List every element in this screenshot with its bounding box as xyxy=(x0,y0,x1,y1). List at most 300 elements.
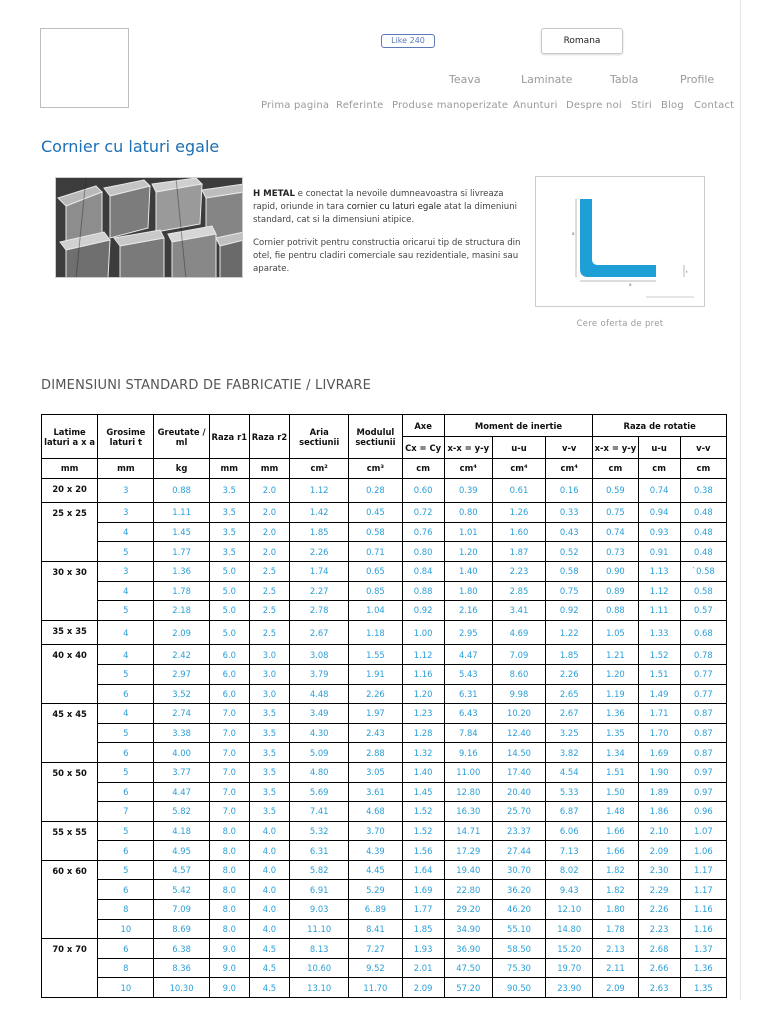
table-cell: 0.88 xyxy=(402,581,444,601)
table-cell: 2.26 xyxy=(290,542,349,562)
table-cell: 8.60 xyxy=(492,664,545,684)
table-cell: 3.5 xyxy=(249,704,289,724)
language-selector[interactable]: Romana xyxy=(541,28,623,54)
table-cell: 9.0 xyxy=(209,958,249,978)
svg-text:t: t xyxy=(686,270,688,274)
table-cell: 4.47 xyxy=(154,782,209,802)
table-cell: 8.69 xyxy=(154,919,209,939)
table-cell: 1.69 xyxy=(638,743,680,763)
logo[interactable] xyxy=(40,28,129,108)
table-cell: 29.20 xyxy=(444,900,492,920)
unit-cell: mm xyxy=(209,459,249,479)
table-cell: 17.29 xyxy=(444,841,492,861)
table-cell: 3.5 xyxy=(249,743,289,763)
table-cell: 1.90 xyxy=(638,762,680,782)
table-cell: 9.52 xyxy=(349,958,402,978)
table-cell: 3.77 xyxy=(154,762,209,782)
table-cell: 12.10 xyxy=(546,900,593,920)
table-cell: 6.06 xyxy=(546,821,593,841)
table-cell: 1.52 xyxy=(402,821,444,841)
table-cell: 7.0 xyxy=(209,723,249,743)
table-cell: 4.57 xyxy=(154,860,209,880)
table-cell: 1.69 xyxy=(402,880,444,900)
table-cell: 2.66 xyxy=(638,958,680,978)
table-cell: 3.61 xyxy=(349,782,402,802)
table-cell: 0.52 xyxy=(546,542,593,562)
table-cell: 4.68 xyxy=(349,802,402,822)
table-cell: 3.0 xyxy=(249,684,289,704)
table-cell: 3.5 xyxy=(209,478,249,503)
nav-item-despre-noi[interactable]: Despre noi xyxy=(566,100,622,111)
table-cell: 0.88 xyxy=(593,601,638,621)
table-row xyxy=(42,762,727,782)
table-cell: 1.74 xyxy=(290,561,349,581)
table-cell: 2.30 xyxy=(638,860,680,880)
table-cell: 2.0 xyxy=(249,503,289,523)
table-cell: 4.54 xyxy=(546,762,593,782)
table-row xyxy=(42,620,727,645)
table-cell: 0.58 xyxy=(349,522,402,542)
table-cell: 14.50 xyxy=(492,743,545,763)
table-cell: 75.30 xyxy=(492,958,545,978)
table-cell: 5.42 xyxy=(154,880,209,900)
table-cell: 0.48 xyxy=(680,503,726,523)
table-cell: 1.80 xyxy=(593,900,638,920)
unit-cell: mm xyxy=(42,459,98,479)
table-cell: 1.12 xyxy=(290,478,349,503)
table-cell: 4.0 xyxy=(249,821,289,841)
nav-item-produse-manoperizate[interactable]: Produse manoperizate xyxy=(392,100,509,111)
table-cell: 8.0 xyxy=(209,919,249,939)
table-cell: 0.68 xyxy=(680,620,726,645)
table-cell: 1.49 xyxy=(638,684,680,704)
unit-cell: cm³ xyxy=(349,459,402,479)
table-cell: 4.0 xyxy=(249,900,289,920)
table-cell: 6.0 xyxy=(209,684,249,704)
table-cell: 0.38 xyxy=(680,478,726,503)
table-cell: 6.31 xyxy=(444,684,492,704)
nav-item-contact[interactable]: Contact xyxy=(694,100,735,111)
table-cell: 6.38 xyxy=(154,939,209,959)
table-cell: 47.50 xyxy=(444,958,492,978)
table-cell: 5.82 xyxy=(290,860,349,880)
table-cell: 0.93 xyxy=(638,522,680,542)
table-cell: 1.55 xyxy=(349,645,402,665)
table-cell: 0.74 xyxy=(638,478,680,503)
col-header-axe: Axe xyxy=(402,415,444,437)
table-cell: 0.58 xyxy=(680,581,726,601)
unit-cell: mm xyxy=(98,459,154,479)
table-cell: 5.29 xyxy=(349,880,402,900)
table-row xyxy=(42,939,727,959)
table-cell: 0.87 xyxy=(680,723,726,743)
table-cell: 23.90 xyxy=(546,978,593,998)
intro-text xyxy=(253,188,523,286)
table-cell: 5 xyxy=(98,601,154,621)
table-cell: 57.20 xyxy=(444,978,492,998)
table-cell: 8.0 xyxy=(209,821,249,841)
size-cell: 70 x 70 xyxy=(42,939,98,998)
table-cell: 1.60 xyxy=(492,522,545,542)
table-cell: 1.40 xyxy=(444,561,492,581)
table-cell: 2.42 xyxy=(154,645,209,665)
col-header-raza-r1: Raza r1 xyxy=(209,415,249,459)
table-cell: 1.04 xyxy=(349,601,402,621)
table-cell: 7.0 xyxy=(209,704,249,724)
table-cell: 8 xyxy=(98,900,154,920)
table-cell: 11.70 xyxy=(349,978,402,998)
units-row xyxy=(42,459,727,479)
table-cell: 1.05 xyxy=(593,620,638,645)
table-cell: 1.42 xyxy=(290,503,349,523)
table-cell: 0.39 xyxy=(444,478,492,503)
size-cell: 40 x 40 xyxy=(42,645,98,704)
table-cell: 3.08 xyxy=(290,645,349,665)
brand-name: H METAL xyxy=(253,189,295,199)
table-cell: 3.5 xyxy=(209,522,249,542)
table-cell: 12.40 xyxy=(492,723,545,743)
specifications-table xyxy=(41,414,727,998)
size-cell: 35 x 35 xyxy=(42,620,98,645)
table-cell: 4.69 xyxy=(492,620,545,645)
table-cell: 4 xyxy=(98,704,154,724)
table-cell: 1.32 xyxy=(402,743,444,763)
table-cell: 6.87 xyxy=(546,802,593,822)
col-header-latime: Latime laturi a x a xyxy=(42,415,98,459)
table-cell: 1.78 xyxy=(593,919,638,939)
table-row xyxy=(42,704,727,724)
table-cell: 2.85 xyxy=(492,581,545,601)
table-cell: 2.09 xyxy=(638,841,680,861)
table-cell: 46.20 xyxy=(492,900,545,920)
table-cell: 0.80 xyxy=(402,542,444,562)
table-row xyxy=(42,860,727,880)
table-cell: 1.48 xyxy=(593,802,638,822)
table-cell: 1.33 xyxy=(638,620,680,645)
table-cell: 1.18 xyxy=(349,620,402,645)
table-cell: 8.0 xyxy=(209,860,249,880)
table-row xyxy=(42,978,727,998)
page-title: Cornier cu laturi egale xyxy=(41,137,220,156)
table-cell: 1.87 xyxy=(492,542,545,562)
table-cell: 1.12 xyxy=(402,645,444,665)
table-cell: 0.16 xyxy=(546,478,593,503)
table-cell: 0.59 xyxy=(593,478,638,503)
nav-item-blog[interactable]: Blog xyxy=(661,100,684,111)
table-cell: 4.45 xyxy=(349,860,402,880)
main-navigation xyxy=(0,73,768,87)
table-cell: 1.70 xyxy=(638,723,680,743)
unit-cell: kg xyxy=(154,459,209,479)
table-cell: 1.35 xyxy=(593,723,638,743)
table-row xyxy=(42,503,727,523)
table-cell: 2.11 xyxy=(593,958,638,978)
table-cell: 2.0 xyxy=(249,478,289,503)
table-cell: 1.71 xyxy=(638,704,680,724)
table-cell: 5.33 xyxy=(546,782,593,802)
table-cell: 0.87 xyxy=(680,743,726,763)
table-cell: 1.36 xyxy=(154,561,209,581)
table-cell: 7.0 xyxy=(209,743,249,763)
table-cell: 5 xyxy=(98,542,154,562)
table-cell: 3 xyxy=(98,561,154,581)
table-row xyxy=(42,645,727,665)
table-row xyxy=(42,743,727,763)
table-cell: 4.00 xyxy=(154,743,209,763)
svg-text:a: a xyxy=(629,282,632,287)
table-row xyxy=(42,880,727,900)
table-row xyxy=(42,542,727,562)
table-cell: 3.5 xyxy=(249,802,289,822)
col-header-modulul: Modulul sectiunii xyxy=(349,415,402,459)
nav-item-tabla[interactable]: Tabla xyxy=(610,73,639,86)
table-cell: 23.37 xyxy=(492,821,545,841)
table-cell: 0.45 xyxy=(349,503,402,523)
table-cell: 3.70 xyxy=(349,821,402,841)
size-cell: 30 x 30 xyxy=(42,561,98,620)
table-cell: 1.17 xyxy=(680,880,726,900)
nav-item-referinte[interactable]: Referinte xyxy=(336,100,384,111)
table-cell: 2.5 xyxy=(249,581,289,601)
table-row xyxy=(42,802,727,822)
table-cell: 0.58 xyxy=(546,561,593,581)
table-cell: 16.30 xyxy=(444,802,492,822)
table-cell: 3.5 xyxy=(249,723,289,743)
table-cell: 0.75 xyxy=(546,581,593,601)
nav-item-teava[interactable]: Teava xyxy=(449,73,481,86)
table-cell: 1.13 xyxy=(638,561,680,581)
table-cell: 4.0 xyxy=(249,860,289,880)
table-cell: 0.92 xyxy=(402,601,444,621)
table-cell: 1.82 xyxy=(593,860,638,880)
table-cell: 1.16 xyxy=(680,919,726,939)
table-cell: 1.77 xyxy=(402,900,444,920)
section-title: DIMENSIUNI STANDARD DE FABRICATIE / LIVRARE xyxy=(41,378,372,393)
table-cell: 4.80 xyxy=(290,762,349,782)
nav-item-anunturi[interactable]: Anunturi xyxy=(513,100,558,111)
table-cell: 14.71 xyxy=(444,821,492,841)
col-header-greutate: Greutate / ml xyxy=(154,415,209,459)
table-cell: 1.28 xyxy=(402,723,444,743)
table-cell: 2.97 xyxy=(154,664,209,684)
table-cell: 3.0 xyxy=(249,645,289,665)
table-cell: 3.82 xyxy=(546,743,593,763)
table-cell: 3.52 xyxy=(154,684,209,704)
table-cell: 2.13 xyxy=(593,939,638,959)
table-cell: 5.0 xyxy=(209,561,249,581)
table-cell: `0.58 xyxy=(680,561,726,581)
unit-cell: cm xyxy=(638,459,680,479)
table-cell: 1.80 xyxy=(444,581,492,601)
table-cell: 6 xyxy=(98,782,154,802)
table-cell: 1.34 xyxy=(593,743,638,763)
table-cell: 14.80 xyxy=(546,919,593,939)
table-cell: 6 xyxy=(98,880,154,900)
table-cell: 25.70 xyxy=(492,802,545,822)
table-cell: 0.84 xyxy=(402,561,444,581)
table-cell: 3.5 xyxy=(249,762,289,782)
table-cell: 20.40 xyxy=(492,782,545,802)
table-cell: 0.57 xyxy=(680,601,726,621)
table-cell: 3.05 xyxy=(349,762,402,782)
table-cell: 2.23 xyxy=(638,919,680,939)
table-row xyxy=(42,958,727,978)
table-cell: 3.5 xyxy=(209,503,249,523)
table-row xyxy=(42,478,727,503)
intro-paragraph-2: Cornier potrivit pentru constructia oricarui tip de structura din otel, fie pentru cladiri comerciale sau rezidentiale, masini sau aparate. xyxy=(253,238,521,274)
table-cell: 2.23 xyxy=(492,561,545,581)
table-cell: 2.5 xyxy=(249,561,289,581)
table-cell: 1.56 xyxy=(402,841,444,861)
table-cell: 19.40 xyxy=(444,860,492,880)
table-cell: 2.63 xyxy=(638,978,680,998)
table-cell: 1.50 xyxy=(593,782,638,802)
table-cell: 1.16 xyxy=(680,900,726,920)
table-cell: 4.5 xyxy=(249,958,289,978)
nav-item-stiri[interactable]: Stiri xyxy=(631,100,652,111)
table-cell: 1.51 xyxy=(638,664,680,684)
unit-cell: cm⁴ xyxy=(444,459,492,479)
table-cell: 7.84 xyxy=(444,723,492,743)
table-cell: 1.00 xyxy=(402,620,444,645)
table-cell: 36.90 xyxy=(444,939,492,959)
table-cell: 4.0 xyxy=(249,880,289,900)
table-cell: 2.27 xyxy=(290,581,349,601)
table-cell: 2.74 xyxy=(154,704,209,724)
table-cell: 4.39 xyxy=(349,841,402,861)
table-cell: 0.87 xyxy=(680,704,726,724)
intro-text-part: e conectat la nevoile dumneavoastra si livreaza rapid, oriunde in tara xyxy=(253,189,504,212)
table-cell: 1.40 xyxy=(402,762,444,782)
table-cell: 0.89 xyxy=(593,581,638,601)
table-cell: 5.09 xyxy=(290,743,349,763)
table-cell: 3.25 xyxy=(546,723,593,743)
table-cell: 1.21 xyxy=(593,645,638,665)
table-cell: 34.90 xyxy=(444,919,492,939)
table-cell: 1.45 xyxy=(402,782,444,802)
table-cell: 7.13 xyxy=(546,841,593,861)
col-header-moment-uu: u-u xyxy=(492,437,545,459)
table-cell: 0.74 xyxy=(593,522,638,542)
table-cell: 2.67 xyxy=(546,704,593,724)
table-cell: 27.44 xyxy=(492,841,545,861)
table-cell: 1.91 xyxy=(349,664,402,684)
table-cell: 2.95 xyxy=(444,620,492,645)
table-row xyxy=(42,900,727,920)
table-cell: 2.29 xyxy=(638,880,680,900)
table-cell: 6.91 xyxy=(290,880,349,900)
table-cell: 2.68 xyxy=(638,939,680,959)
table-cell: 1.78 xyxy=(154,581,209,601)
table-cell: 1.20 xyxy=(444,542,492,562)
table-row xyxy=(42,561,727,581)
table-cell: 2.65 xyxy=(546,684,593,704)
table-cell: 0.97 xyxy=(680,782,726,802)
request-offer-link[interactable]: Cere oferta de pret xyxy=(576,319,664,329)
profile-diagram xyxy=(535,176,705,307)
size-cell: 55 x 55 xyxy=(42,821,98,860)
table-cell: 4 xyxy=(98,620,154,645)
table-cell: 19.70 xyxy=(546,958,593,978)
nav-item-laminate[interactable]: Laminate xyxy=(521,73,573,86)
table-cell: 3 xyxy=(98,478,154,503)
table-cell: 2.78 xyxy=(290,601,349,621)
unit-cell: cm xyxy=(402,459,444,479)
table-cell: 36.20 xyxy=(492,880,545,900)
table-cell: 5.32 xyxy=(290,821,349,841)
table-cell: 5 xyxy=(98,664,154,684)
table-cell: 2.16 xyxy=(444,601,492,621)
table-cell: 7.09 xyxy=(154,900,209,920)
table-cell: 3.49 xyxy=(290,704,349,724)
unit-cell: mm xyxy=(249,459,289,479)
size-cell: 20 x 20 xyxy=(42,478,98,503)
table-cell: 13.10 xyxy=(290,978,349,998)
col-header-raza-xx-yy: x-x = y-y xyxy=(593,437,638,459)
table-cell: 2.5 xyxy=(249,620,289,645)
table-cell: 1.77 xyxy=(154,542,209,562)
nav-item-profile[interactable]: Profile xyxy=(680,73,715,86)
table-cell: 1.20 xyxy=(593,664,638,684)
table-cell: 0.43 xyxy=(546,522,593,542)
table-cell: 2.09 xyxy=(593,978,638,998)
table-cell: 1.85 xyxy=(546,645,593,665)
table-cell: 3.79 xyxy=(290,664,349,684)
table-cell: 0.78 xyxy=(680,645,726,665)
table-cell: 1.20 xyxy=(402,684,444,704)
table-cell: 1.35 xyxy=(680,978,726,998)
table-cell: 1.22 xyxy=(546,620,593,645)
table-row xyxy=(42,782,727,802)
table-cell: 1.19 xyxy=(593,684,638,704)
table-cell: 1.66 xyxy=(593,841,638,861)
table-cell: 0.90 xyxy=(593,561,638,581)
table-cell: 3.38 xyxy=(154,723,209,743)
like-button[interactable]: Like 240 xyxy=(381,34,435,48)
table-cell: 10.60 xyxy=(290,958,349,978)
table-row xyxy=(42,684,727,704)
table-cell: 1.37 xyxy=(680,939,726,959)
table-cell: 0.85 xyxy=(349,581,402,601)
table-row xyxy=(42,821,727,841)
table-cell: 4.95 xyxy=(154,841,209,861)
unit-cell: cm² xyxy=(290,459,349,479)
table-cell: 9.0 xyxy=(209,978,249,998)
table-cell: 5 xyxy=(98,762,154,782)
table-cell: 3 xyxy=(98,503,154,523)
col-header-moment-vv: v-v xyxy=(546,437,593,459)
table-cell: 8.02 xyxy=(546,860,593,880)
table-cell: 2.10 xyxy=(638,821,680,841)
table-cell: 90.50 xyxy=(492,978,545,998)
table-cell: 7.09 xyxy=(492,645,545,665)
intro-paragraph-1 xyxy=(253,188,523,227)
table-cell: 12.80 xyxy=(444,782,492,802)
table-cell: 8.13 xyxy=(290,939,349,959)
nav-item-prima-pagina[interactable]: Prima pagina xyxy=(261,100,330,111)
table-cell: 1.36 xyxy=(680,958,726,978)
table-cell: 1.93 xyxy=(402,939,444,959)
table-cell: 0.92 xyxy=(546,601,593,621)
secondary-navigation xyxy=(0,100,768,114)
col-header-raza-r2: Raza r2 xyxy=(249,415,289,459)
table-cell: 4.5 xyxy=(249,978,289,998)
table-cell: 1.23 xyxy=(402,704,444,724)
table-cell: 9.0 xyxy=(209,939,249,959)
col-header-raza-vv: v-v xyxy=(680,437,726,459)
table-cell: 0.73 xyxy=(593,542,638,562)
table-cell: 0.77 xyxy=(680,664,726,684)
